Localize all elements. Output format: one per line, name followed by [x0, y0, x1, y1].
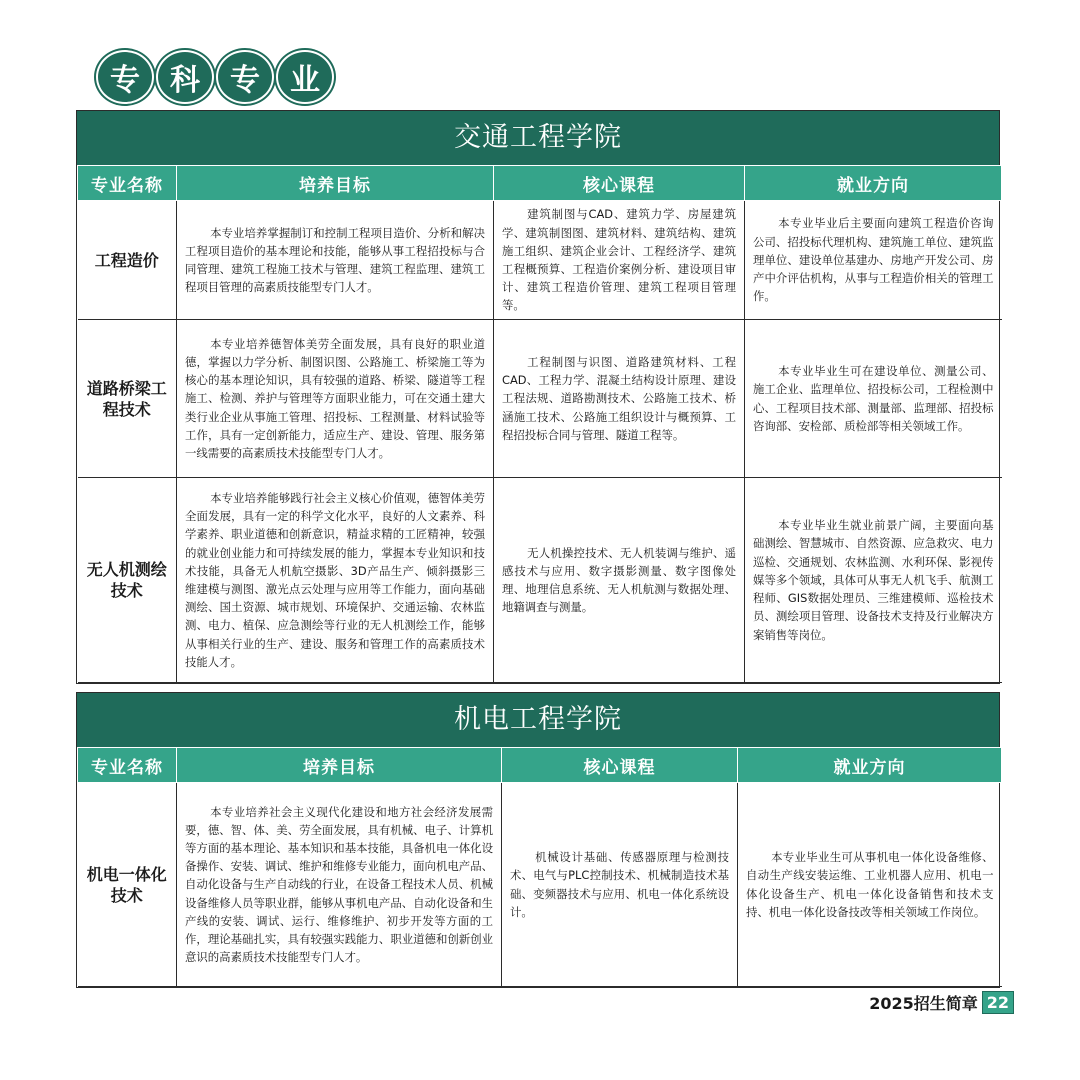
major-course: 机械设计基础、传感器原理与检测技术、电气与PLC控制技术、机械制造技术基础、变频器技术与应用、机电一体化系统设计。: [502, 783, 738, 987]
major-name: 无人机测绘技术: [78, 478, 177, 683]
major-name: 工程造价: [78, 201, 177, 320]
major-career: 本专业毕业后主要面向建筑工程造价咨询公司、招投标代理机构、建筑施工单位、建筑监理单位、建设单位基建办、房地产开发公司、房产中介评估机构，从事与工程造价相关的管理工作。: [745, 201, 1002, 320]
table-row: [78, 783, 1002, 987]
table-row: [78, 320, 1002, 478]
major-goal: 本专业培养能够践行社会主义核心价值观，德智体美劳全面发展，具有一定的科学文化水平，良好的人文素养、科学素养、职业道德和创新意识，精益求精的工匠精神，较强的就业创业能力和可持续发展的能力，掌握本专业知识和技术技能，具备无人机航空摄影、3D产品生产、倾斜摄影三维建模与测图、激光点云处理与应用等工作能力，面向基础测绘、国土资源、城市规划、环境保护、交通运输、农林监测、电力、植保、应急测绘等行业的无人机测绘工作，能够从事相关行业的生产、建设、服务和管理工作的高素质技术技能人才。: [177, 478, 494, 683]
footer: [869, 991, 1014, 1014]
major-career: 本专业毕业生可在建设单位、测量公司、施工企业、监理单位、招投标公司，工程检测中心、工程项目技术部、测量部、监理部、招投标咨询部、安检部、质检部等相关领域工作。: [745, 320, 1002, 478]
table-header-row: [78, 166, 1002, 201]
brochure-title: 2025招生简章: [869, 994, 978, 1013]
major-course: 工程制图与识图、道路建筑材料、工程CAD、工程力学、混凝土结构设计原理、建设工程法规、道路勘测技术、公路施工技术、桥涵施工技术、公路施工组织设计与概预算、工程招投标合同与管理、隧道工程等。: [494, 320, 745, 478]
major-goal: 本专业培养社会主义现代化建设和地方社会经济发展需要，德、智、体、美、劳全面发展，具有机械、电子、计算机等方面的基本理论、基本知识和基本技能，具备机电一体化设备操作、安装、调试、维护和维修专业能力，面向机电产品、自动化设备与生产自动线的行业，在设备工程技术人员、机械设备维修人员等职业群，能够从事机电产品、自动化设备和生产线的安装、调试、运行、维修维护、初步开发等方面的工作，理论基础扎实，具有较强实践能力、职业道德和创新创业意识的高素质技术技能型专门人才。: [177, 783, 502, 987]
page-title-char: 科: [156, 50, 214, 104]
table-header-row: [78, 748, 1002, 783]
header-name: 专业名称: [78, 748, 177, 783]
section-title: 机电工程学院: [77, 693, 999, 747]
major-goal: 本专业培养德智体美劳全面发展，具有良好的职业道德，掌握以力学分析、制图识图、公路施工、桥梁施工等为核心的基本理论知识，具有较强的道路、桥梁、隧道等工程施工、检测、养护与管理等方面职业能力，可在交通土建大类行业企业从事施工管理、招投标、工程测量、材料试验等工作，具有一定创新能力，适应生产、建设、管理、服务第一线需要的高素质技术技能型专门人才。: [177, 320, 494, 478]
header-goal: 培养目标: [177, 166, 494, 201]
major-course: 建筑制图与CAD、建筑力学、房屋建筑学、建筑制图图、建筑材料、建筑结构、建筑施工组织、建筑企业会计、工程经济学、建筑工程概预算、工程造价案例分析、建设项目审计、建筑工程造价管理、建筑工程项目管理等。: [494, 201, 745, 320]
major-goal: 本专业培养掌握制订和控制工程项目造价、分析和解决工程项目造价的基本理论和技能，能够从事工程招投标与合同管理、建筑工程施工技术与管理、建筑工程监理、建筑工程项目管理的高素质技能型专门人才。: [177, 201, 494, 320]
table-row: [78, 201, 1002, 320]
section-transport-college: [76, 110, 1000, 684]
header-career: 就业方向: [745, 166, 1002, 201]
major-career: 本专业毕业生就业前景广阔，主要面向基础测绘、智慧城市、自然资源、应急救灾、电力巡检、交通规划、农林监测、水利环保、影视传媒等多个领域，具体可从事无人机飞手、航测工程师、GIS数据处理员、三维建模师、巡检技术员、测绘项目管理、设备技术支持及行业解决方案销售等岗位。: [745, 478, 1002, 683]
page-title: [96, 50, 334, 104]
page-title-char: 专: [216, 50, 274, 104]
page-title-char: 专: [96, 50, 154, 104]
major-table: [77, 165, 1002, 683]
major-course: 无人机操控技术、无人机装调与维护、遥感技术与应用、数字摄影测量、数字图像处理、地理信息系统、无人机航测与数据处理、地籍调查与测量。: [494, 478, 745, 683]
section-title: 交通工程学院: [77, 111, 999, 165]
page-number: 22: [982, 991, 1014, 1014]
table-row: [78, 478, 1002, 683]
major-career: 本专业毕业生可从事机电一体化设备维修、自动生产线安装运维、工业机器人应用、机电一体化设备生产、机电一体化设备销售和技术支持、机电一体化设备技改等相关领域工作岗位。: [738, 783, 1002, 987]
header-course: 核心课程: [494, 166, 745, 201]
header-name: 专业名称: [78, 166, 177, 201]
major-name: 道路桥梁工程技术: [78, 320, 177, 478]
major-table: [77, 747, 1002, 987]
header-course: 核心课程: [502, 748, 738, 783]
header-goal: 培养目标: [177, 748, 502, 783]
section-mechatronics-college: [76, 692, 1000, 988]
major-name: 机电一体化技术: [78, 783, 177, 987]
header-career: 就业方向: [738, 748, 1002, 783]
page-title-char: 业: [276, 50, 334, 104]
